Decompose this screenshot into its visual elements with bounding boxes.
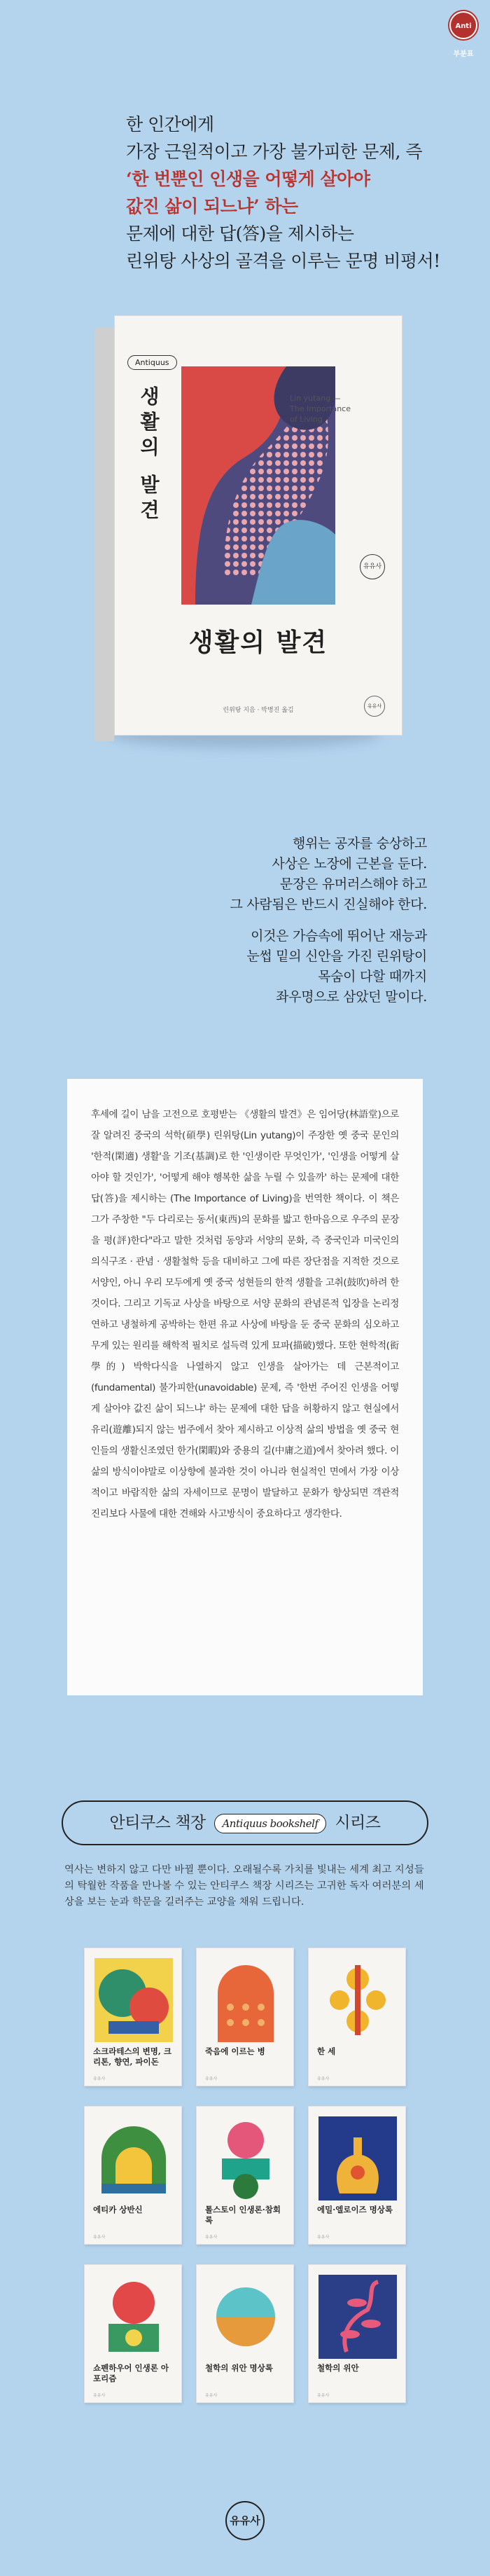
- cover-publisher-mark: 유유사: [364, 696, 385, 717]
- cover-title: 생활의 발견: [188, 628, 328, 657]
- cover-subtitle-line: Lin yutang —: [290, 394, 341, 403]
- cover-vertical-title: 생활의 발견: [137, 386, 160, 525]
- series-book-title: 죽음에 이르는 병: [205, 2046, 265, 2056]
- intro-highlight-text: 값진 삶이 되느냐’ 하는: [126, 196, 298, 216]
- series-book-publisher: 유유사: [317, 2076, 330, 2081]
- cover-subtitle-line: of Living: [290, 415, 323, 424]
- intro-line: 문제에 대한 답(答)을 제시하는: [126, 223, 354, 244]
- brand-logo[interactable]: Anti 부분표: [449, 11, 477, 39]
- quote-line: 이것은 가슴속에 뛰어난 재능과: [251, 928, 427, 944]
- book-image: [94, 315, 402, 736]
- description-box: [67, 1079, 423, 1695]
- series-book[interactable]: [196, 2106, 294, 2245]
- series-book-title: 에밀·엘로이즈 명상록: [317, 2205, 393, 2215]
- series-book[interactable]: [84, 2106, 182, 2245]
- description-text: 후세에 길이 남을 고전으로 호평받는 《생활의 발견》은 임어당(林語堂)으로 잘 알려진 중국의 석학(碩學) 린위탕(Lin yutang)이 주장한 옛 중국 문인의 '한적(閑適) 생활'을 기조(基調)로 한 '인생이란 무엇인가', '인생을 어떻게 살아야 할 것인가', '어떻게 해야 행복한 삶을 누릴 수 있을까' 하는 문제에 대한 답(答)을 제시하는 (The Importance of Living)을 번역한 책이다. 이 책은 그가 주창한 "두 다리로는 동서(東西)의 문화를 밟고 한마음으로 우주의 문장을 평(評)한다"라고 말한 것처럼 동양과 서양의 문화, 즉 중국인과 미국인의 의식구조 · 관념 · 생활철학 등을 대비하고 그에 따른 장단점을 지적한 것으로 서양인, 아니 우리 모두에게 옛 중국 성현들의 한적 생활을 고취(鼓吹)하려 한 것이다. 그리고 기독교 사상을 바탕으로 서양 문화의 관념론적 입장을 논리정연하고 냉철하게 공박하는 한편 유교 사상에 바탕을 둔 중국 문화의 심오하고 무게 있는 원리를 해학적 필치로 설득력 있게 묘파(描破)했다. 또한 현학적(衒學的) 박학다식을 나열하지 않고 인생을 살아가는 데 근본적이고(fundamental) 불가피한(unavoidable) 문제, 즉 '한번 주어진 인생을 어떻게 살아야 값진 삶이 되느냐' 하는 문제에 대한 답을 허황하지 않고 현실에서 유리(遊離)되지 않는 범주에서 찾아 제시하고 이상적 삶의 방법을 옛 중국 현인들의 생활신조였던 한가(閑暇)와 중용의 길(中庸之道)에서 찾아려 했다. 이 삶의 방식이야말로 이상향에 불과한 것이 아니라 현실적인 면에서 가장 이상적이고 바람직한 삶의 자세이므로 문명이 발달하고 문화가 향상되면 객관적 진리보다 사물에 대한 견해와 사고방식이 중요하다고 생각한다.: [91, 1109, 399, 1520]
- series-book[interactable]: [308, 1948, 406, 2086]
- intro-headline: [126, 111, 476, 275]
- cover-subtitle-line: The Importance: [290, 404, 351, 413]
- intro-line: 한 인간에게: [126, 114, 214, 135]
- cover-brand-label: Antiquus: [127, 355, 177, 370]
- quote-line: 그 사람됨은 반드시 진실해야 한다.: [230, 897, 427, 912]
- series-book[interactable]: [196, 1948, 294, 2086]
- quote-line: 문장은 유머러스해야 하고: [279, 876, 427, 892]
- series-book-title: 쇼펜하우어 인생론 아포리즘: [93, 2363, 169, 2383]
- series-book-publisher: 유유사: [317, 2393, 330, 2398]
- series-book-title: 에티카 상반신: [93, 2205, 143, 2215]
- cover-seal: 유유사: [360, 554, 385, 579]
- series-book[interactable]: [308, 2106, 406, 2245]
- series-title-tag: Antiquus bookshelf: [214, 1814, 326, 1833]
- series-book-title: 철학의 위안: [317, 2363, 359, 2373]
- series-book-publisher: 유유사: [205, 2076, 218, 2081]
- book-cover: [114, 315, 402, 736]
- series-books-grid: [84, 1948, 406, 2403]
- series-book-publisher: 유유사: [93, 2393, 106, 2398]
- intro-line: 가장 근원적이고 가장 불가피한 문제, 즉: [126, 142, 423, 162]
- series-title: [62, 1800, 428, 1845]
- series-title-left: 안티쿠스 책장: [109, 1814, 206, 1832]
- intro-highlight-line: ‘한 번뿐인 인생을 어떻게 살아야: [126, 169, 370, 189]
- series-book-title: 한 세: [317, 2046, 336, 2056]
- quote-block-1: [230, 834, 427, 915]
- series-book[interactable]: [84, 1948, 182, 2086]
- series-title-right: 시리즈: [335, 1814, 381, 1832]
- series-book-title: 톨스토이 인생론·참회록: [205, 2205, 281, 2225]
- book-spine: [94, 328, 114, 741]
- intro-line: 린위탕 사상의 골격을 이루는 문명 비평서!: [126, 251, 440, 271]
- cover-author: 린위탕 지음 · 박병진 옮김: [223, 707, 294, 714]
- series-book-title: 철학의 위안 명상록: [205, 2363, 273, 2373]
- cover-subtitle: [290, 393, 351, 425]
- series-book-publisher: 유유사: [317, 2235, 330, 2240]
- quote-block-2: [246, 926, 427, 1007]
- quote-line: 사상은 노장에 근본을 둔다.: [272, 856, 427, 872]
- series-book-title: 소크라테스의 변명, 크리톤, 향연, 파이돈: [93, 2046, 172, 2067]
- series-book-publisher: 유유사: [93, 2076, 106, 2081]
- quote-line: 눈썹 밑의 신안을 가진 린위탕이: [246, 949, 427, 964]
- series-book[interactable]: [84, 2264, 182, 2403]
- intro-line: [126, 193, 476, 220]
- series-description: 역사는 변하지 않고 다만 바뀔 뿐이다. 오래될수록 가치를 빛내는 세계 최고 지성들의 탁월한 작품을 만나볼 수 있는 안티쿠스 책장 시리즈는 고귀한 독자 여러분의 세상을 보는 눈과 학문을 길러주는 교양을 채워 드립니다.: [64, 1864, 424, 1908]
- quote-line: 행위는 공자를 숭상하고: [292, 836, 427, 851]
- series-book-publisher: 유유사: [205, 2393, 218, 2398]
- publisher-logo[interactable]: 유유사: [225, 2501, 265, 2540]
- quote-line: 목숨이 다할 때까지: [318, 969, 427, 984]
- quote-line: 좌우명으로 삼았던 말이다.: [276, 989, 427, 1005]
- series-book[interactable]: [308, 2264, 406, 2403]
- series-book-publisher: 유유사: [93, 2235, 106, 2240]
- series-book-publisher: 유유사: [205, 2235, 218, 2240]
- series-book[interactable]: [196, 2264, 294, 2403]
